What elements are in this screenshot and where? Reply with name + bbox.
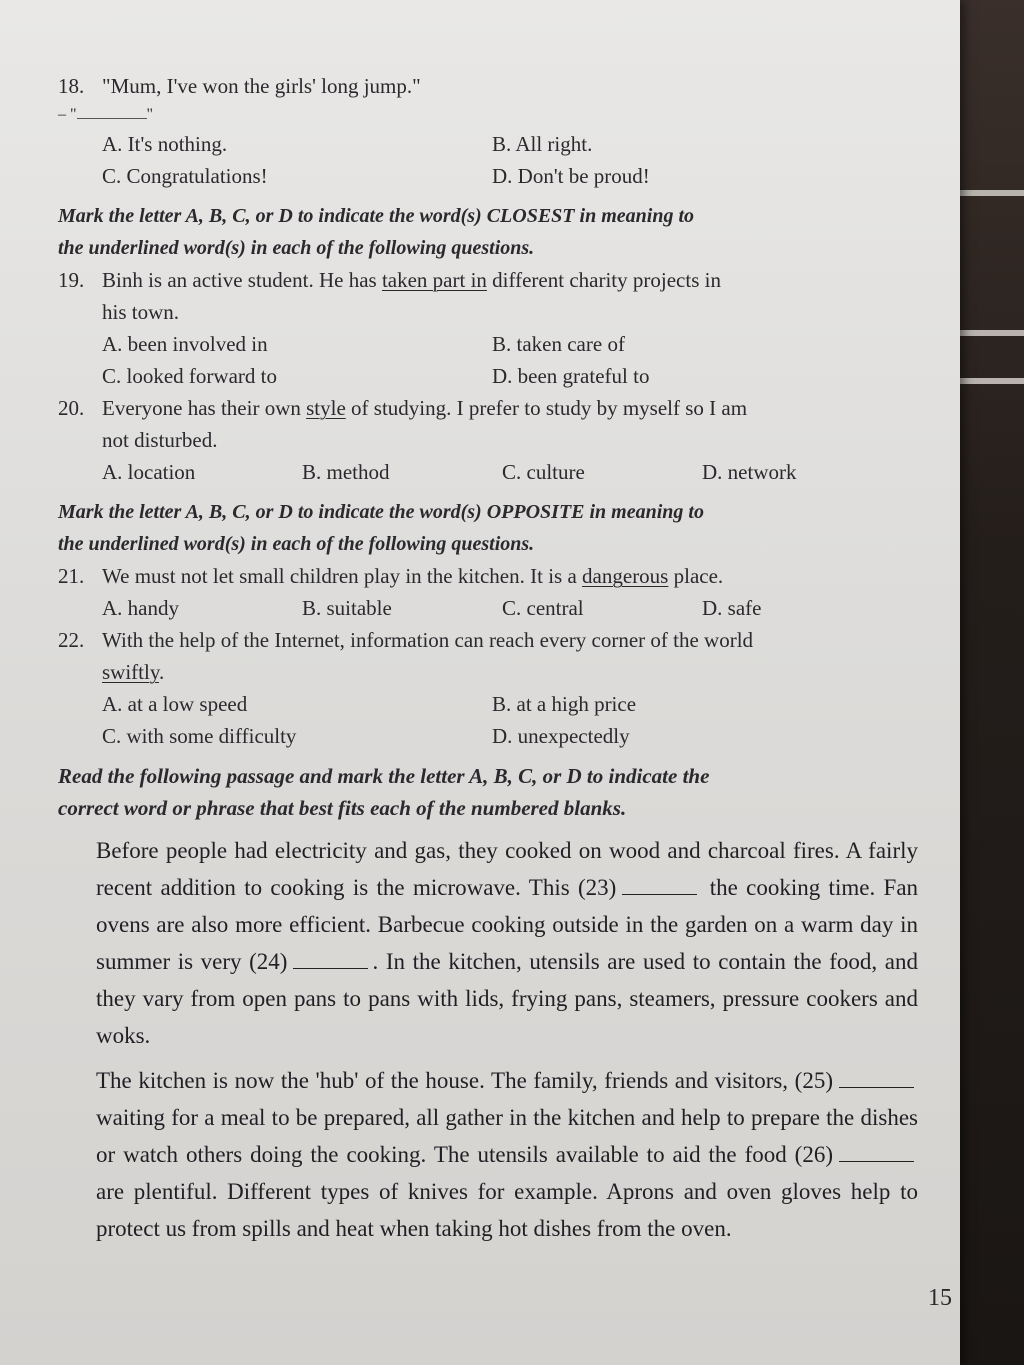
question-22 [58,624,918,656]
options-row [58,592,918,624]
reply-close: " [146,106,154,123]
option-b: B. All right. [492,132,593,156]
option-b: B. suitable [302,596,392,620]
question-19 [58,264,918,296]
background-stripe [954,378,1024,384]
reply-line [58,102,918,128]
options-row [58,688,918,720]
options-row [58,720,918,752]
blank-25[interactable] [839,1087,914,1088]
option-a: A. It's nothing. [102,132,228,156]
option-a: A. location [102,460,196,484]
option-b: B. at a high price [492,692,637,716]
option-d: D. safe [702,596,762,620]
option-d: D. been grateful to [492,364,650,388]
option-b: B. method [302,460,390,484]
page-number: 15 [928,1285,952,1311]
question-number: 22. [58,628,85,652]
option-c: C. Congratulations! [102,164,268,188]
question-20 [58,392,918,424]
section-instruction [58,200,918,264]
option-c: C. with some difficulty [102,724,297,748]
instruction-line: the underlined word(s) in each of the following questions. [58,533,535,555]
question-text: We must not let small children play in the kitchen. It is a dangerous place. [102,564,724,588]
options-row [58,328,918,360]
question-number: 19. [58,268,85,292]
option-d: D. unexpectedly [492,724,630,748]
option-a: A. handy [102,596,179,620]
blank-26[interactable] [839,1161,914,1162]
passage-paragraph: Before people had electricity and gas, they cooked on wood and charcoal fires. A fairly recent addition to cooking is the microwave. This (23) the cooking time. Fan ovens are also more efficient. Barbecue cooking outside in the garden on a warm day in summer is very (24) . In the kitchen, utensils are used to contain the food, and they vary from open pans to pans with lids, frying pans, steamers, pressure cookers and woks. [96,838,919,1048]
question-text: With the help of the Internet, information can reach every corner of the world [102,628,754,652]
option-d: D. Don't be proud! [492,164,650,188]
instruction-line: the underlined word(s) in each of the following questions. [58,237,535,259]
option-a: A. been involved in [102,332,268,356]
instruction-line: Mark the letter A, B, C, or D to indicate the word(s) CLOSEST in meaning to [58,205,694,227]
background-stripe [954,330,1024,336]
question-text-continued: his town. [102,300,180,324]
options-row [58,160,918,192]
instruction-line: Mark the letter A, B, C, or D to indicate the word(s) OPPOSITE in meaning to [58,501,704,523]
option-c: C. central [502,596,584,620]
question-text: Everyone has their own style of studying. I prefer to study by myself so I am [102,396,748,420]
underlined-word: taken part in [381,268,487,292]
option-b: B. taken care of [492,332,625,356]
page-content [58,70,918,1255]
blank-23[interactable] [622,894,697,895]
question-number: 20. [58,396,85,420]
question-text: Binh is an active student. He has taken part in different charity projects in [102,268,721,292]
question-text-continued: swiftly. [102,660,165,684]
option-d: D. network [702,460,797,484]
question-text: "Mum, I've won the girls' long jump." [102,74,421,98]
question-18 [58,70,918,102]
instruction-line: Read the following passage and mark the letter A, B, C, or D to indicate the [58,764,710,788]
section-instruction [58,760,918,824]
options-row [58,128,918,160]
instruction-line: correct word or phrase that best fits each of the numbered blanks. [58,796,627,820]
background-stripe [954,190,1024,196]
underlined-word: swiftly [102,660,159,684]
blank-24[interactable] [293,968,368,969]
reading-passage [58,832,918,1247]
passage-paragraph: The kitchen is now the 'hub' of the house. The family, friends and visitors, (25) waiting for a meal to be prepared, all gather in the kitchen and help to prepare the dishes or watch others doing the cooking. The utensils available to aid the food (26) are plentiful. Different types of knives for example. Aprons and oven gloves help to protect us from spills and heat when taking hot dishes from the oven. [96,1068,918,1241]
answer-blank [77,118,147,119]
section-instruction [58,496,918,560]
question-text-continued: not disturbed. [102,428,218,452]
question-number: 18. [58,74,85,98]
option-a: A. at a low speed [102,692,248,716]
option-c: C. culture [502,460,585,484]
question-number: 21. [58,564,85,588]
options-row [58,456,918,488]
reply-open: – " [58,106,77,123]
underlined-word: dangerous [582,564,669,588]
options-row [58,360,918,392]
option-c: C. looked forward to [102,364,277,388]
underlined-word: style [306,396,346,420]
question-21 [58,560,918,592]
